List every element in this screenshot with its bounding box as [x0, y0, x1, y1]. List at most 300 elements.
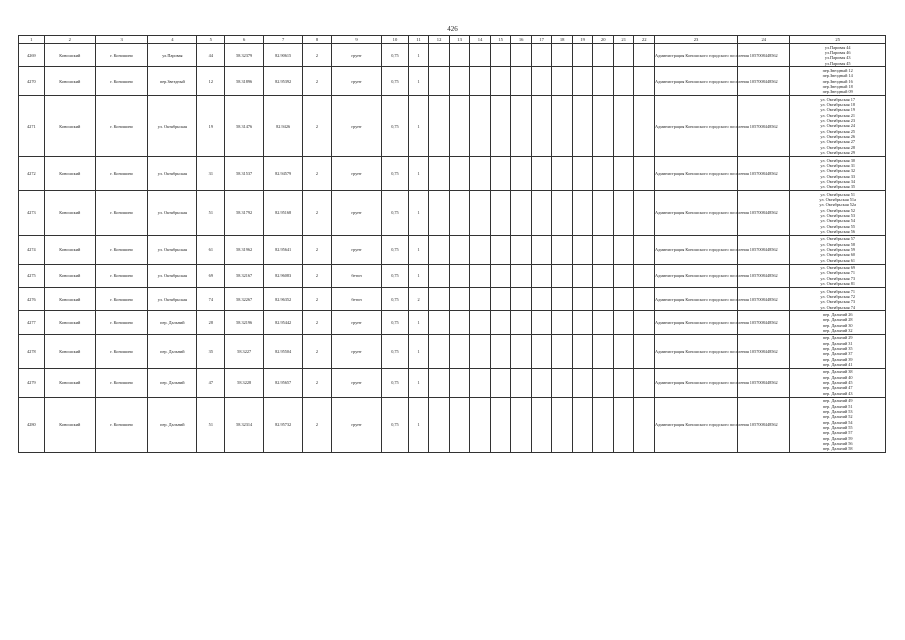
empty-cell: [490, 334, 511, 368]
empty-cell: [634, 311, 655, 334]
empty-cell: [470, 334, 491, 368]
address-line: ул. Октябрьская 51: [820, 191, 856, 197]
address-line: пер. Дальний 29: [822, 335, 853, 341]
count-cell: 2: [303, 264, 332, 287]
address-line: пер. Дальний 54: [822, 419, 853, 425]
count-cell: 2: [303, 44, 332, 67]
area-cell: 0,75: [382, 264, 409, 287]
row-id-cell: 4275: [19, 264, 45, 287]
locality-cell: г. Коношино: [95, 235, 147, 264]
bins-cell: 1: [408, 191, 429, 236]
address-line: ул. Октябрьская 81: [820, 281, 856, 287]
empty-cell: [552, 368, 573, 397]
street-cell: пер.Звездный: [148, 67, 197, 96]
address-line: ул. Октябрьская 71: [820, 270, 856, 276]
empty-cell: [634, 397, 655, 453]
column-number-header: 11: [408, 36, 429, 44]
column-number-header: 9: [331, 36, 381, 44]
address-line: пер. Дальний 45: [822, 380, 853, 386]
address-line: ул. Октябрьская 73: [820, 275, 856, 281]
served-addresses-cell: [790, 288, 886, 311]
column-number-header: 24: [738, 36, 790, 44]
empty-cell: [490, 235, 511, 264]
bins-cell: 1: [408, 368, 429, 397]
address-line: пер. Дальний 31: [822, 340, 853, 346]
locality-cell: г. Коношино: [95, 397, 147, 453]
empty-cell: [593, 334, 614, 368]
empty-cell: [470, 191, 491, 236]
column-number-header: 3: [95, 36, 147, 44]
address-line: ул.Паровая 44: [824, 44, 851, 50]
empty-cell: [511, 397, 532, 453]
latitude-cell: 58.31792: [225, 191, 264, 236]
empty-cell: [634, 334, 655, 368]
row-id-cell: 4273: [19, 191, 45, 236]
street-cell: ул. Октябрьская: [148, 235, 197, 264]
area-cell: 0,75: [382, 44, 409, 67]
empty-cell: [490, 288, 511, 311]
empty-cell: [470, 288, 491, 311]
empty-cell: [572, 264, 593, 287]
locality-cell: г. Коношино: [95, 264, 147, 287]
empty-cell: [552, 96, 573, 157]
house-number-cell: 31: [197, 156, 225, 190]
bins-cell: 1: [408, 264, 429, 287]
house-number-cell: 47: [197, 368, 225, 397]
empty-cell: [634, 264, 655, 287]
empty-cell: [449, 334, 470, 368]
empty-cell: [552, 397, 573, 453]
longitude-cell: 82.96083: [264, 264, 303, 287]
table-row: [19, 156, 886, 190]
row-id-cell: 4280: [19, 397, 45, 453]
owner-cell: Администрация Коношского городского поселения: [654, 334, 737, 368]
bins-cell: 1: [408, 397, 429, 453]
column-number-header: 7: [264, 36, 303, 44]
street-cell: ул.Паровая: [148, 44, 197, 67]
empty-cell: [634, 44, 655, 67]
surface-cell: грунт: [331, 67, 381, 96]
address-line: пер.Звездный 12: [822, 67, 853, 73]
locality-cell: г. Коношино: [95, 191, 147, 236]
latitude-cell: 58.32167: [225, 264, 264, 287]
column-number-header: 25: [790, 36, 886, 44]
row-id-cell: 4270: [19, 67, 45, 96]
house-number-cell: 61: [197, 235, 225, 264]
address-line: пер. Дальний 43: [822, 390, 853, 396]
empty-cell: [531, 67, 552, 96]
locality-cell: г. Коношино: [95, 96, 147, 157]
empty-cell: [613, 44, 634, 67]
ogrn-cell: 1057008448562: [738, 311, 790, 334]
latitude-cell: 58.3228: [225, 368, 264, 397]
empty-cell: [572, 191, 593, 236]
empty-cell: [552, 235, 573, 264]
count-cell: 2: [303, 156, 332, 190]
street-cell: пер. Дальний: [148, 397, 197, 453]
empty-cell: [429, 235, 450, 264]
address-line: ул. Октябрьская 55: [820, 223, 856, 229]
address-line: пер.Звездный 18: [822, 83, 853, 89]
served-addresses-cell: [790, 156, 886, 190]
ogrn-cell: 1057008448562: [738, 156, 790, 190]
empty-cell: [470, 156, 491, 190]
empty-cell: [511, 368, 532, 397]
house-number-cell: 51: [197, 191, 225, 236]
latitude-cell: 58.32196: [225, 311, 264, 334]
address-line: пер. Дальний 28: [822, 317, 853, 323]
empty-cell: [511, 156, 532, 190]
longitude-cell: 82.95641: [264, 235, 303, 264]
address-line: ул. Октябрьская 71: [820, 288, 856, 294]
owner-cell: Администрация Коношского городского поселения: [654, 264, 737, 287]
served-addresses-cell: [790, 44, 886, 67]
owner-cell: Администрация Коношского городского поселения: [654, 397, 737, 453]
empty-cell: [634, 368, 655, 397]
address-line: пер. Дальний 32: [822, 327, 853, 333]
count-cell: 2: [303, 397, 332, 453]
bins-cell: 1: [408, 67, 429, 96]
longitude-cell: 82.95732: [264, 397, 303, 453]
empty-cell: [613, 96, 634, 157]
address-line: пер. Дальний 51: [822, 403, 853, 409]
latitude-cell: 58.32379: [225, 44, 264, 67]
owner-cell: Администрация Коношского городского поселения: [654, 96, 737, 157]
empty-cell: [449, 264, 470, 287]
column-number-header: 2: [44, 36, 95, 44]
empty-cell: [613, 156, 634, 190]
owner-cell: Администрация Коношского городского поселения: [654, 368, 737, 397]
served-addresses-cell: [790, 67, 886, 96]
street-cell: ул. Октябрьская: [148, 264, 197, 287]
empty-cell: [490, 397, 511, 453]
house-number-cell: 51: [197, 397, 225, 453]
column-number-header: 13: [449, 36, 470, 44]
address-line: ул. Октябрьская 23: [820, 118, 856, 124]
address-line: ул. Октябрьская 19: [820, 107, 856, 113]
locality-cell: г. Коношино: [95, 44, 147, 67]
ogrn-cell: 1057008448562: [738, 368, 790, 397]
area-cell: 0,75: [382, 397, 409, 453]
empty-cell: [531, 397, 552, 453]
ogrn-cell: 1057008448562: [738, 235, 790, 264]
ogrn-cell: 1057008448562: [738, 264, 790, 287]
address-line: пер. Дальний 53: [822, 408, 853, 414]
address-line: ул. Октябрьская 24: [820, 123, 856, 129]
empty-cell: [490, 368, 511, 397]
served-addresses-cell: [790, 235, 886, 264]
longitude-cell: 82.95442: [264, 311, 303, 334]
empty-cell: [572, 67, 593, 96]
house-number-cell: 69: [197, 264, 225, 287]
address-line: ул. Октябрьская 29: [820, 150, 856, 156]
empty-cell: [634, 67, 655, 96]
owner-cell: Администрация Коношского городского поселения: [654, 311, 737, 334]
table-row: [19, 368, 886, 397]
address-line: ул. Октябрьская 28: [820, 144, 856, 150]
empty-cell: [593, 264, 614, 287]
empty-cell: [449, 44, 470, 67]
empty-cell: [429, 96, 450, 157]
column-number-header: 16: [511, 36, 532, 44]
locality-cell: г. Коношино: [95, 156, 147, 190]
surface-cell: грунт: [331, 334, 381, 368]
column-number-header: 15: [490, 36, 511, 44]
registry-table: [18, 35, 886, 453]
address-line: ул. Октябрьская 35: [820, 184, 856, 190]
street-cell: пер. Дальний: [148, 368, 197, 397]
column-number-header: 14: [470, 36, 491, 44]
surface-cell: грунт: [331, 96, 381, 157]
bins-cell: 1: [408, 96, 429, 157]
surface-cell: грунт: [331, 397, 381, 453]
empty-cell: [470, 67, 491, 96]
empty-cell: [572, 96, 593, 157]
surface-cell: грунт: [331, 235, 381, 264]
address-line: пер. Дальний 38: [822, 369, 853, 375]
surface-cell: грунт: [331, 311, 381, 334]
empty-cell: [593, 368, 614, 397]
district-cell: Коношский: [44, 67, 95, 96]
address-line: пер. Дальний 30: [822, 322, 853, 328]
address-line: ул. Октябрьская 51а: [819, 196, 856, 202]
address-line: ул. Октябрьская 34: [820, 178, 856, 184]
address-line: ул. Октябрьская 59: [820, 247, 856, 253]
address-line: ул.Паровая 43: [824, 55, 851, 61]
empty-cell: [429, 44, 450, 67]
column-number-header: 22: [634, 36, 655, 44]
locality-cell: г. Коношино: [95, 311, 147, 334]
column-number-header: 17: [531, 36, 552, 44]
area-cell: 0,75: [382, 235, 409, 264]
area-cell: 0,75: [382, 191, 409, 236]
served-addresses-cell: [790, 368, 886, 397]
empty-cell: [449, 67, 470, 96]
column-number-header: 19: [572, 36, 593, 44]
longitude-cell: 82.95657: [264, 368, 303, 397]
count-cell: 2: [303, 67, 332, 96]
served-addresses-cell: [790, 96, 886, 157]
bins-cell: 1: [408, 44, 429, 67]
address-line: ул. Октябрьская 25: [820, 128, 856, 134]
empty-cell: [511, 191, 532, 236]
street-cell: ул. Октябрьская: [148, 156, 197, 190]
address-line: пер. Дальний 56: [822, 440, 853, 446]
owner-cell: Администрация Коношского городского поселения: [654, 288, 737, 311]
house-number-cell: 19: [197, 96, 225, 157]
address-line: ул. Октябрьская 26: [820, 134, 856, 140]
address-line: ул. Октябрьская 52а: [819, 202, 856, 208]
address-line: ул. Октябрьская 17: [820, 96, 856, 102]
empty-cell: [634, 96, 655, 157]
row-id-cell: 4272: [19, 156, 45, 190]
empty-cell: [470, 311, 491, 334]
count-cell: 2: [303, 191, 332, 236]
empty-cell: [429, 156, 450, 190]
bins-cell: 2: [408, 288, 429, 311]
address-line: пер.Звездный 14: [822, 73, 853, 79]
table-row: [19, 264, 886, 287]
bins-cell: 1: [408, 235, 429, 264]
district-cell: Коношский: [44, 397, 95, 453]
ogrn-cell: 1057008448562: [738, 191, 790, 236]
longitude-cell: 82.96352: [264, 288, 303, 311]
latitude-cell: 58.31896: [225, 67, 264, 96]
empty-cell: [613, 397, 634, 453]
column-number-header: 8: [303, 36, 332, 44]
empty-cell: [511, 67, 532, 96]
district-cell: Коношский: [44, 311, 95, 334]
address-line: пер. Дальний 40: [822, 374, 853, 380]
empty-cell: [490, 67, 511, 96]
area-cell: 0,75: [382, 288, 409, 311]
house-number-cell: 74: [197, 288, 225, 311]
count-cell: 2: [303, 288, 332, 311]
empty-cell: [593, 96, 614, 157]
table-row: [19, 235, 886, 264]
address-line: ул. Октябрьская 32: [820, 168, 856, 174]
served-addresses-cell: [790, 334, 886, 368]
owner-cell: Администрация Коношского городского поселения: [654, 235, 737, 264]
latitude-cell: 58.3227: [225, 334, 264, 368]
district-cell: Коношский: [44, 235, 95, 264]
longitude-cell: 82.95392: [264, 67, 303, 96]
street-cell: ул. Октябрьская: [148, 191, 197, 236]
empty-cell: [470, 44, 491, 67]
empty-cell: [470, 96, 491, 157]
empty-cell: [490, 311, 511, 334]
empty-cell: [634, 156, 655, 190]
count-cell: 2: [303, 368, 332, 397]
owner-cell: Администрация Коношского городского поселения: [654, 44, 737, 67]
served-addresses-cell: [790, 264, 886, 287]
address-line: ул. Октябрьская 61: [820, 257, 856, 263]
empty-cell: [531, 334, 552, 368]
district-cell: Коношский: [44, 334, 95, 368]
ogrn-cell: 1057008448562: [738, 288, 790, 311]
empty-cell: [449, 288, 470, 311]
row-id-cell: 4269: [19, 44, 45, 67]
street-cell: пер. Дальний: [148, 311, 197, 334]
empty-cell: [470, 397, 491, 453]
empty-cell: [449, 311, 470, 334]
surface-cell: грунт: [331, 156, 381, 190]
ogrn-cell: 1057008448562: [738, 334, 790, 368]
address-line: пер. Дальний 39: [822, 356, 853, 362]
address-line: ул. Октябрьская 33: [820, 173, 856, 179]
count-cell: 2: [303, 311, 332, 334]
column-number-header: 21: [613, 36, 634, 44]
empty-cell: [470, 264, 491, 287]
district-cell: Коношский: [44, 156, 95, 190]
locality-cell: г. Коношино: [95, 67, 147, 96]
column-number-header: 10: [382, 36, 409, 44]
empty-cell: [449, 156, 470, 190]
count-cell: 2: [303, 334, 332, 368]
empty-cell: [552, 191, 573, 236]
table-row: [19, 67, 886, 96]
empty-cell: [572, 368, 593, 397]
column-number-header: 12: [429, 36, 450, 44]
address-line: пер. Дальний 55: [822, 424, 853, 430]
district-cell: Коношский: [44, 264, 95, 287]
empty-cell: [552, 288, 573, 311]
empty-cell: [552, 44, 573, 67]
empty-cell: [613, 235, 634, 264]
empty-cell: [613, 288, 634, 311]
empty-cell: [613, 191, 634, 236]
empty-cell: [572, 235, 593, 264]
locality-cell: г. Коношино: [95, 288, 147, 311]
empty-cell: [449, 368, 470, 397]
count-cell: 2: [303, 96, 332, 157]
served-addresses-cell: [790, 311, 886, 334]
address-line: ул. Октябрьская 57: [820, 236, 856, 242]
house-number-cell: 44: [197, 44, 225, 67]
address-line: ул. Октябрьская 21: [820, 112, 856, 118]
address-line: ул. Октябрьская 31: [820, 162, 856, 168]
table-row: [19, 44, 886, 67]
address-line: ул. Октябрьская 72: [820, 293, 856, 299]
table-row: [19, 191, 886, 236]
empty-cell: [511, 334, 532, 368]
empty-cell: [511, 288, 532, 311]
area-cell: 0,75: [382, 368, 409, 397]
address-line: пер. Дальний 47: [822, 385, 853, 391]
empty-cell: [490, 191, 511, 236]
empty-cell: [593, 191, 614, 236]
area-cell: 0,75: [382, 311, 409, 334]
empty-cell: [429, 191, 450, 236]
ogrn-cell: 1057008448562: [738, 96, 790, 157]
latitude-cell: 58.31537: [225, 156, 264, 190]
street-cell: пер. Дальний: [148, 334, 197, 368]
area-cell: 0,75: [382, 334, 409, 368]
address-line: пер. Дальний 37: [822, 351, 853, 357]
address-line: пер.Звездный 16: [822, 78, 853, 84]
empty-cell: [572, 311, 593, 334]
served-addresses-cell: [790, 191, 886, 236]
table-row: [19, 334, 886, 368]
empty-cell: [613, 67, 634, 96]
empty-cell: [511, 96, 532, 157]
address-line: ул. Октябрьская 54: [820, 218, 856, 224]
empty-cell: [531, 311, 552, 334]
address-line: пер. Дальний 57: [822, 430, 853, 436]
address-line: пер. Дальний 26: [822, 311, 853, 317]
empty-cell: [531, 96, 552, 157]
address-line: пер.Звездный 09: [822, 89, 853, 95]
owner-cell: Администрация Коношского городского поселения: [654, 67, 737, 96]
empty-cell: [634, 191, 655, 236]
empty-cell: [613, 368, 634, 397]
latitude-cell: 58.32267: [225, 288, 264, 311]
empty-cell: [429, 67, 450, 96]
district-cell: Коношский: [44, 191, 95, 236]
empty-cell: [511, 311, 532, 334]
empty-cell: [429, 288, 450, 311]
locality-cell: г. Коношино: [95, 334, 147, 368]
address-line: пер. Дальний 52: [822, 414, 853, 420]
empty-cell: [490, 96, 511, 157]
address-line: ул. Октябрьская 30: [820, 157, 856, 163]
district-cell: Коношский: [44, 44, 95, 67]
empty-cell: [449, 235, 470, 264]
empty-cell: [613, 311, 634, 334]
empty-cell: [613, 264, 634, 287]
row-id-cell: 4279: [19, 368, 45, 397]
longitude-cell: 82.9426: [264, 96, 303, 157]
